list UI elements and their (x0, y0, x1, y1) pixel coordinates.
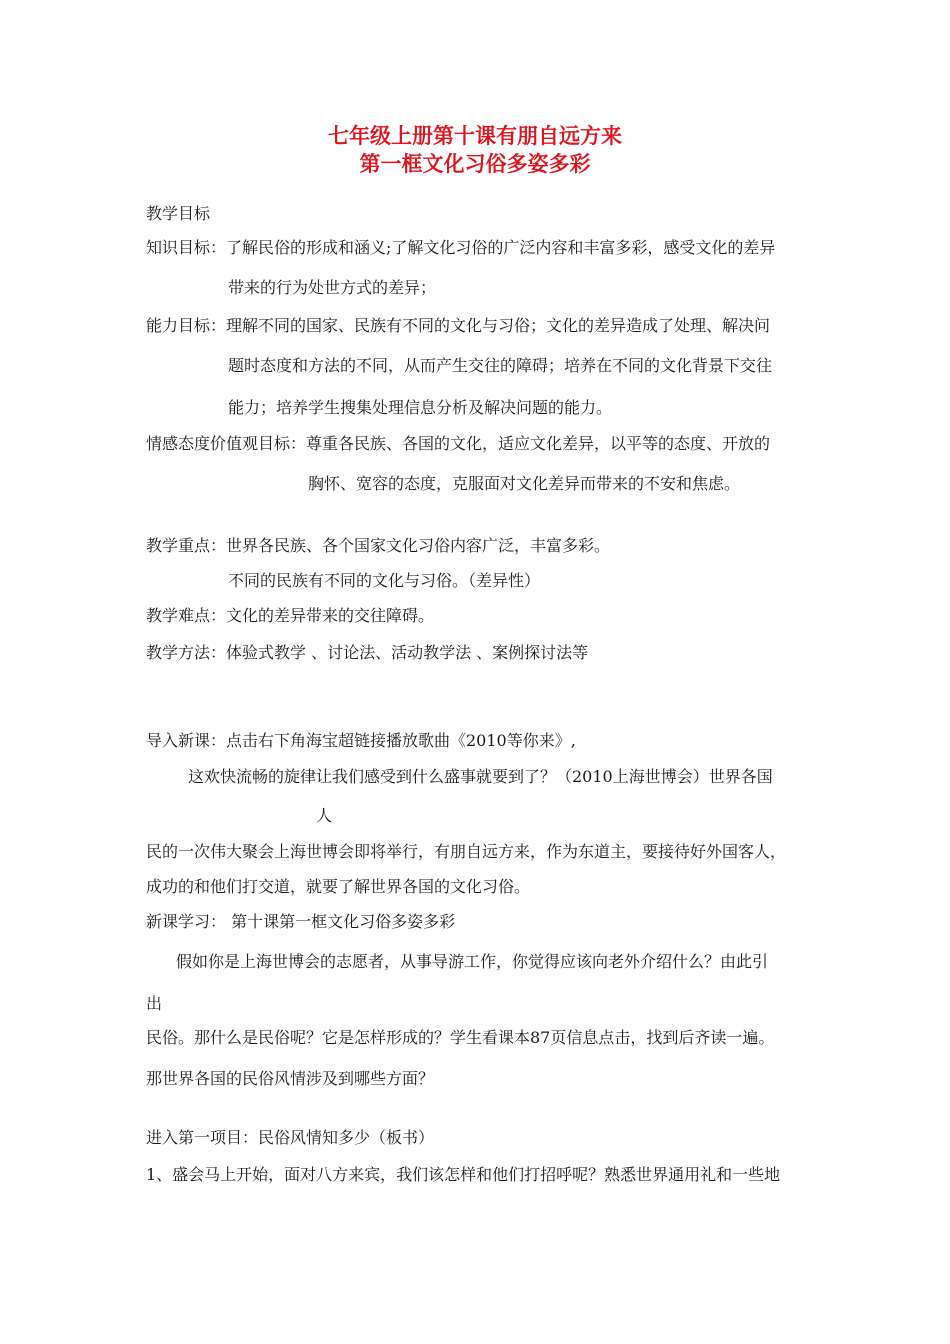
project-item1: 1、盛会马上开始，面对八方来宾，我们该怎样和他们打招呼呢？熟悉世界通用礼和一些地 (146, 1165, 781, 1184)
teaching-methods: 教学方法：体验式教学 、讨论法、活动教学法 、案例探讨法等 (146, 643, 589, 662)
emotion-objective-line1: 情感态度价值观目标：尊重各民族、各国的文化，适应文化差异，以平等的态度、开放的 (146, 434, 771, 453)
intro-line5: 成功的和他们打交道，就要了解世界各国的文化习俗。 (146, 877, 531, 896)
knowledge-objective-line1: 知识目标：了解民俗的形成和涵义;了解文化习俗的广泛内容和丰富多彩，感受文化的差异 (146, 238, 776, 257)
document-title: 七年级上册第十课有朋自远方来 (328, 124, 622, 148)
emotion-objective-line2: 胸怀、宽容的态度，克服面对文化差异而带来的不安和焦虑。 (308, 474, 741, 493)
intro-line1: 导入新课：点击右下角海宝超链接播放歌曲《2010等你来》, (146, 731, 576, 750)
new-lesson-line5: 那世界各国的民俗风情涉及到哪些方面？ (146, 1069, 435, 1088)
intro-line4: 民的一次伟大聚会上海世博会即将举行，有朋自远方来，作为东道主，要接待好外国客人， (146, 842, 787, 861)
knowledge-objective-line2: 带来的行为处世方式的差异； (228, 278, 437, 297)
key-point-line1: 教学重点：世界各民族、各个国家文化习俗内容广泛，丰富多彩。 (146, 536, 611, 555)
new-lesson-line3: 出 (146, 994, 163, 1013)
project-heading: 进入第一项目：民俗风情知多少（板书） (146, 1128, 435, 1147)
new-lesson-line2: 假如你是上海世博会的志愿者，从事导游工作，你觉得应该向老外介绍什么？由此引 (176, 952, 769, 971)
objectives-heading: 教学目标 (146, 204, 211, 223)
new-lesson-line1: 新课学习： 第十课第一框文化习俗多姿多彩 (146, 912, 456, 931)
ability-objective-line1: 能力目标：理解不同的国家、民族有不同的文化与习俗；文化的差异造成了处理、解决问 (146, 316, 771, 335)
intro-line2: 这欢快流畅的旋律让我们感受到什么盛事就要到了？（2010上海世博会）世界各国 (188, 767, 773, 786)
difficulty-point: 教学难点：文化的差异带来的交往障碍。 (146, 606, 435, 625)
ability-objective-line2: 题时态度和方法的不同，从而产生交往的障碍；培养在不同的文化背景下交往 (228, 356, 773, 375)
ability-objective-line3: 能力；培养学生搜集处理信息分析及解决问题的能力。 (228, 398, 613, 417)
key-point-line2: 不同的民族有不同的文化与习俗。（差异性） (228, 571, 541, 590)
document-subtitle: 第一框文化习俗多姿多彩 (359, 152, 591, 176)
intro-line3: 人 (316, 806, 333, 825)
new-lesson-line4: 民俗。那什么是民俗呢？它是怎样形成的？学生看课本87页信息点击，找到后齐读一遍。 (146, 1028, 775, 1047)
